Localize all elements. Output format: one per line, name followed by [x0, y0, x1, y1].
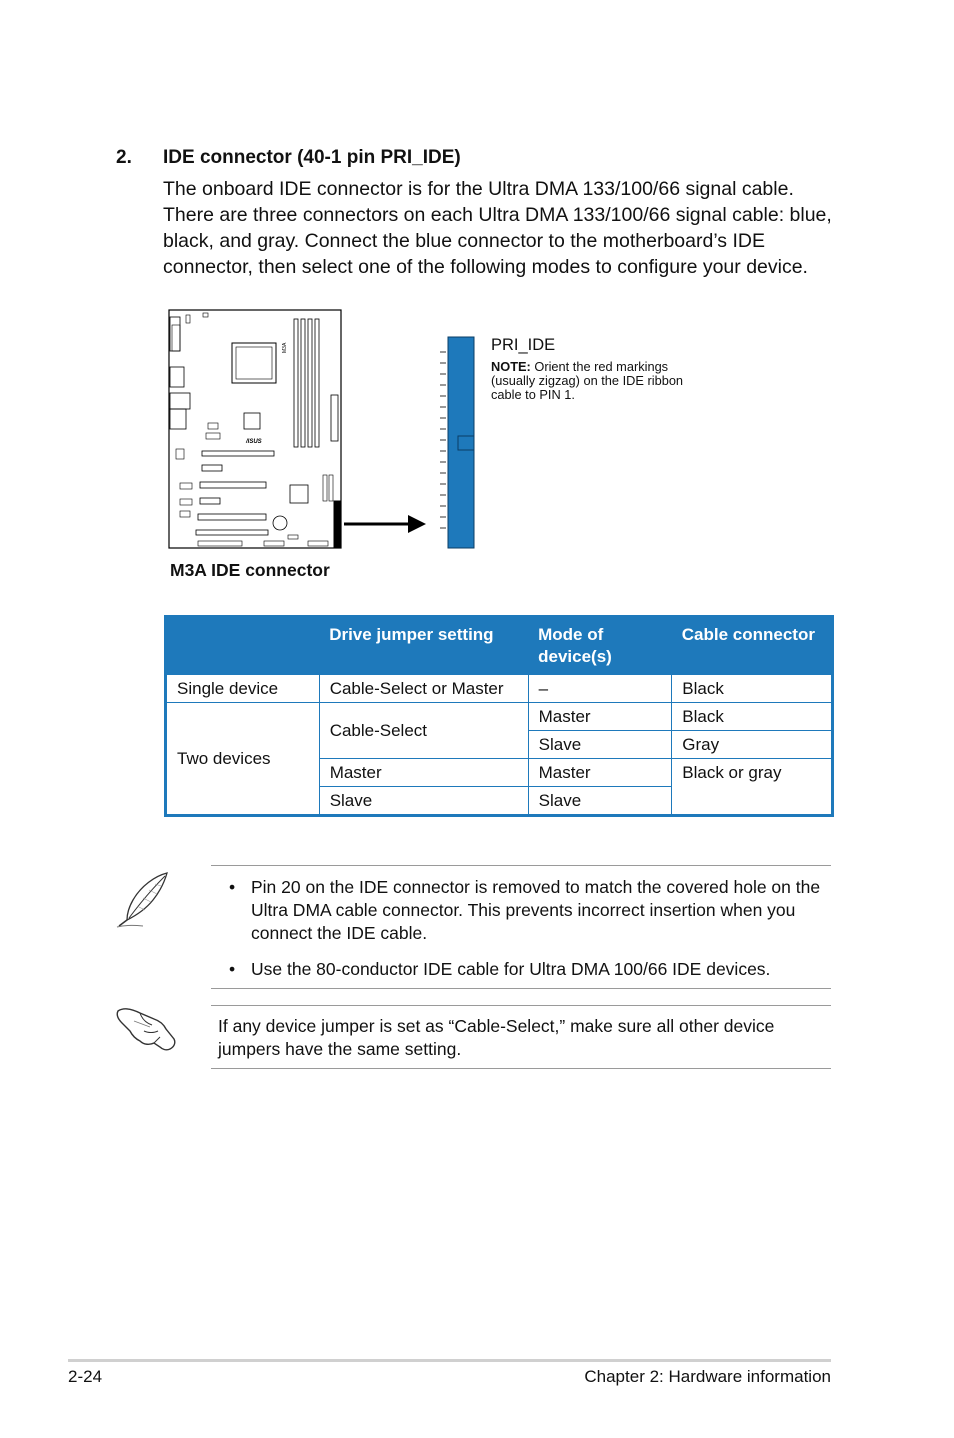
header-cell: Mode of device(s) — [528, 617, 672, 675]
table-cell: Master — [528, 703, 672, 731]
caution-divider-bottom — [211, 1068, 831, 1069]
orientation-note — [491, 360, 711, 402]
bullet-marker: • — [229, 877, 236, 897]
table-cell: Black — [672, 703, 833, 731]
table-cell: – — [528, 675, 672, 703]
note-item: Pin 20 on the IDE connector is removed to match the covered hole on the Ultra DMA cable connector. This prevents incorrect insertion when you connect the IDE cable. — [251, 877, 821, 943]
table-row — [166, 703, 833, 731]
table-cell: Black — [672, 675, 833, 703]
brand-logo: /ISUS — [246, 439, 262, 445]
table-cell: Two devices — [166, 703, 320, 816]
jumper-settings-table — [164, 615, 834, 817]
table-cell: Slave — [528, 731, 672, 759]
header-cell: Drive jumper setting — [319, 617, 528, 675]
chapter-title: Chapter 2: Hardware information — [584, 1367, 831, 1386]
table-cell: Gray — [672, 731, 833, 759]
table-cell: Cable-Select or Master — [319, 675, 528, 703]
diagram-caption: M3A IDE connector — [170, 560, 330, 580]
table-cell: Master — [319, 759, 528, 787]
section-intro: The onboard IDE connector is for the Ultra DMA 133/100/66 signal cable. There are three connectors on each Ultra DMA 133/100/66 signal cable: blue, black, and gray. Connect the blue connector to the motherboard’s IDE connector, then select one of the following modes to configure your device. — [163, 178, 832, 278]
table-cell: Cable-Select — [319, 703, 528, 759]
page-number: 2-24 — [68, 1367, 103, 1386]
caution-divider-top — [211, 1005, 831, 1006]
feather-icon — [115, 870, 171, 928]
note-label: NOTE: — [491, 359, 531, 374]
note-divider-top — [211, 865, 831, 866]
pointer-arrow — [344, 512, 426, 536]
table-cell: Single device — [166, 675, 320, 703]
note-divider-bottom — [211, 988, 831, 989]
section-number: 2. — [116, 147, 132, 168]
footer-divider — [68, 1359, 831, 1362]
board-model-label: M3A — [282, 342, 288, 353]
motherboard-diagram — [168, 309, 342, 549]
table-cell: Slave — [319, 787, 528, 816]
section-title: IDE connector (40-1 pin PRI_IDE) — [163, 147, 461, 168]
hand-icon — [114, 1003, 178, 1053]
pri-ide-connector — [436, 336, 478, 551]
connector-label: PRI_IDE — [491, 336, 556, 354]
table-cell: Master — [528, 759, 672, 787]
note-text: Orient the red markings (usually zigzag) on the IDE ribbon cable to PIN 1. — [491, 359, 684, 402]
header-cell — [166, 617, 320, 675]
table-cell: Slave — [528, 787, 672, 816]
note-item: Use the 80-conductor IDE cable for Ultra DMA 100/66 IDE devices. — [251, 959, 771, 979]
header-cell: Cable connector — [672, 617, 833, 675]
bullet-marker: • — [229, 959, 236, 979]
table-cell: Black or gray — [672, 759, 833, 816]
table-row — [166, 675, 833, 703]
caution-text: If any device jumper is set as “Cable-Select,” make sure all other device jumpers have the same setting. — [218, 1016, 775, 1059]
table-header-row — [166, 617, 833, 675]
